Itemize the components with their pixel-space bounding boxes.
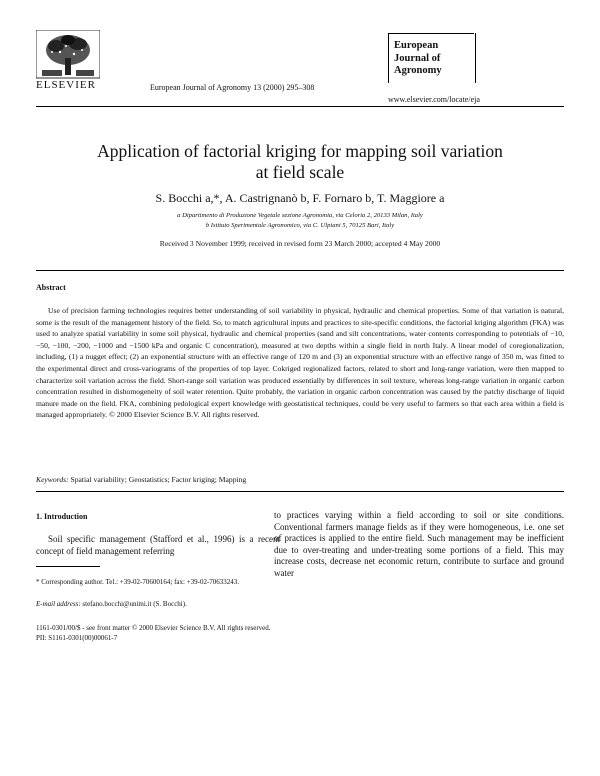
article-title <box>36 141 564 183</box>
keywords-label: Keywords: <box>36 475 69 484</box>
abstract-top-rule <box>36 270 564 271</box>
corresponding-author-footnote: * Corresponding author. Tel.: +39-02-70600164; fax: +39-02-70633243. <box>36 578 240 586</box>
journal-title <box>394 40 472 78</box>
journal-title-line-1: European <box>394 40 439 51</box>
article-title-line-2: at field scale <box>255 162 345 182</box>
abstract-heading: Abstract <box>36 283 66 292</box>
right-column-text: to practices varying within a field according to soil or site conditions. Conventional farmers manage fields as if they were homogeneous, i.e. one set of practices is applied to the entire field. Such management may be inefficient due to over-treating and under-treating some portions of a field. This may increase costs, decrease net economic return, contribute to surface and ground water <box>274 510 564 578</box>
journal-title-line-2: Journal of <box>394 52 441 64</box>
footnote-rule <box>36 566 100 567</box>
keywords-list: Spatial variability; Geostatistics; Factor kriging; Mapping <box>70 475 247 484</box>
journal-url[interactable]: www.elsevier.com/locate/eja <box>388 95 480 104</box>
journal-title-line-3: Agronomy <box>394 65 442 76</box>
email-address[interactable]: stefano.bocchi@unimi.it (S. Bocchi). <box>82 600 187 608</box>
received-dates: Received 3 November 1999; received in revised form 23 March 2000; accepted 4 May 2000 <box>159 239 441 248</box>
header-rule <box>36 106 564 107</box>
keywords <box>36 475 246 484</box>
left-column-text: Soil specific management (Stafford et al., 1996) is a recent concept of field management referring <box>36 534 280 556</box>
affiliation-b: b Istituto Sperimentale Agronomico, via C. Ulpiani 5, 70125 Bari, Italy <box>205 222 395 229</box>
issn-line: 1161-0301/00/$ - see front matter © 2000 Elsevier Science B.V. All rights reserved. <box>36 624 271 632</box>
journal-citation: European Journal of Agronomy 13 (2000) 295–308 <box>150 83 315 92</box>
authors: S. Bocchi a,*, A. Castrignanò b, F. Fornaro b, T. Maggiore a <box>155 191 445 205</box>
affiliation-a: a Dipartimento di Produzione Vegetale sezione Agronomia, via Celoria 2, 20133 Milan, Italy <box>177 212 423 219</box>
publisher-name: ELSEVIER <box>36 79 96 91</box>
abstract-text: Use of precision farming technologies requires better understanding of soil variability in physical, hydraulic and chemical properties. Some of that variation is natural, some is the result of the management history of the field. So, to match agricultural inputs and practices to site-specific conditions, the factorial kriging algorithm (FKA) was used to analyze spatial variability in some soil physical, hydraulic and chemical properties (sand and silt concentrations, water contents corresponding to potentials of −10, −50, −100, −200, −1000 and −1500 kPa and organic C concentration), measured at two depths within a single field in north Italy. A linear model of coregionalization, including, (1) a nugget effect; (2) an exponential structure with an effective range of 120 m and (3) an exponential structure with an effective range of 350 m, was fitted to the experimental direct and cross-variograms of the properties of top layer. Cokriged regionalized factors, related to short and long-range variation, were then mapped to characterize soil variation across the field. Short-range soil variation was produced essentially by differences in soil texture, whereas long-range variation in organic carbon concentration resulted in dishomogeneity of soil water retention. Quite probably, the variation in organic carbon concentration was caused by the patchy discharge of liquid manure made on the field. FKA, combining pedological expert knowledge with geostatistical techniques, could be very useful to farmers so that each area within a field is managed appropriately. © 2000 Elsevier Science B.V. All rights reserved. <box>36 306 564 420</box>
section-heading: 1. Introduction <box>36 512 88 521</box>
abstract-bottom-rule <box>36 491 564 492</box>
email-footnote <box>36 599 276 610</box>
pii-line: PII: S1161-0301(00)00061-7 <box>36 634 118 642</box>
article-title-line-1: Application of factorial kriging for mapping soil variation <box>97 141 503 161</box>
email-label: E-mail address: <box>36 600 81 608</box>
